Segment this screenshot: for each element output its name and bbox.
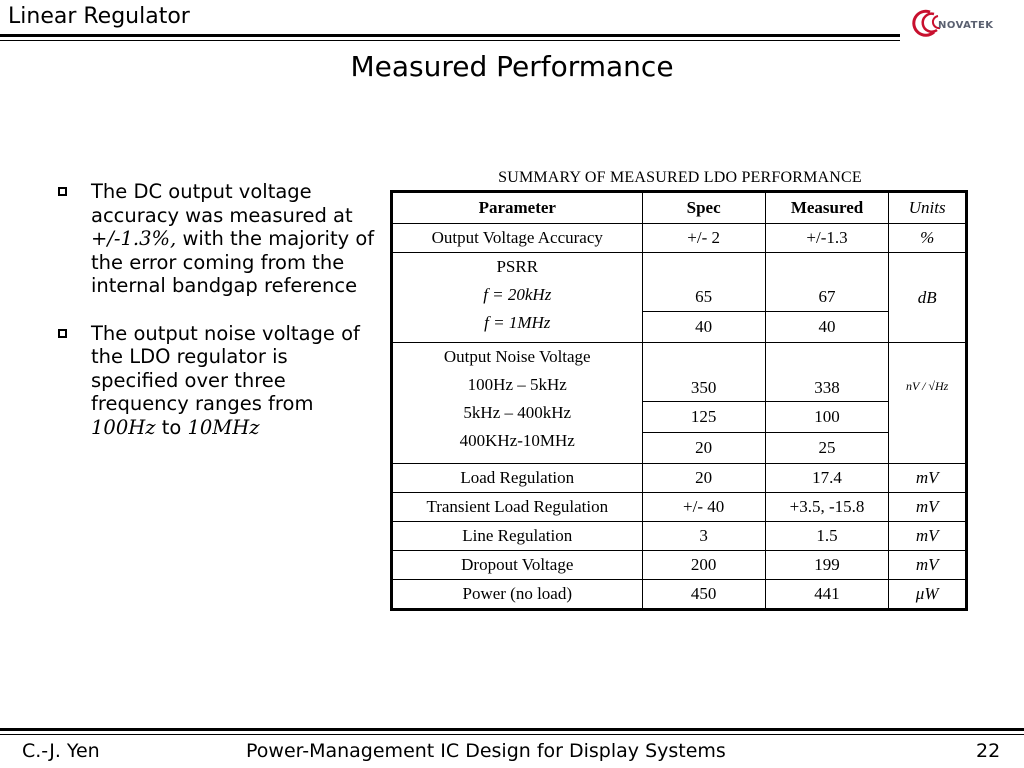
measured-cell (765, 253, 889, 343)
bullet-text: The DC output voltage accuracy was measured at (91, 180, 353, 227)
parameter-sub: 100Hz – 5kHz (467, 375, 567, 394)
footer-rule-thin (0, 734, 1024, 735)
bullet-text: with the majority of the error coming from the internal bandgap reference (91, 227, 375, 297)
units-value: nV / √Hz (905, 379, 949, 393)
table-row (392, 253, 967, 343)
header-rule (0, 34, 900, 37)
parameter-cell: Output Voltage Accuracy (392, 224, 643, 253)
spec-cell: 3 (642, 522, 765, 551)
bullet-item (55, 180, 375, 298)
parameter-cell (392, 343, 643, 464)
spec-cell: +/- 2 (642, 224, 765, 253)
units-cell: % (889, 224, 967, 253)
table-row (392, 551, 967, 580)
square-bullet-icon (58, 187, 67, 196)
units-cell: dB (889, 253, 967, 343)
spec-cell: 20 (642, 464, 765, 493)
table-row (392, 464, 967, 493)
parameter-cell: Power (no load) (392, 580, 643, 610)
parameter-cell (392, 253, 643, 343)
bullet-italic: +/-1.3%, (91, 227, 177, 250)
spec-cell: +/- 40 (642, 493, 765, 522)
spec-value: 125 (643, 401, 765, 432)
measured-cell: 199 (765, 551, 889, 580)
parameter-sub: f = 20kHz (483, 285, 552, 304)
square-bullet-icon (58, 329, 67, 338)
bullet-italic: 100Hz (91, 415, 156, 439)
column-header: Units (889, 192, 967, 224)
spec-cell: 450 (642, 580, 765, 610)
table-row (392, 580, 967, 610)
units-cell (889, 343, 967, 464)
parameter-sub: 5kHz – 400kHz (463, 403, 572, 422)
table-title: SUMMARY OF MEASURED LDO PERFORMANCE (498, 169, 862, 186)
measured-value: 40 (766, 311, 889, 342)
spec-value: 20 (643, 432, 765, 463)
footer-course: Power-Management IC Design for Display Systems (246, 740, 726, 762)
column-header: Spec (642, 192, 765, 224)
spec-value: 350 (690, 378, 717, 397)
table-row (392, 493, 967, 522)
table-row (392, 522, 967, 551)
header-title: Linear Regulator (8, 4, 190, 29)
measured-cell (765, 343, 889, 464)
slide-title: Measured Performance (350, 50, 674, 83)
table-row (392, 343, 967, 464)
units-cell: μW (889, 580, 967, 610)
table-header-row (392, 192, 967, 224)
bullet-text: to (155, 415, 188, 439)
parameter-label: PSRR (496, 257, 539, 276)
spec-cell: 200 (642, 551, 765, 580)
measured-value: 25 (766, 432, 889, 463)
logo-text: NOVATEK (938, 20, 994, 31)
parameter-label: Output Noise Voltage (443, 347, 591, 366)
measured-cell: 441 (765, 580, 889, 610)
bullet-italic: 10MHz (187, 415, 260, 439)
spec-cell (642, 343, 765, 464)
bullet-item (55, 322, 375, 440)
page-number: 22 (976, 740, 1001, 762)
column-header: Parameter (392, 192, 643, 224)
header-rule-thin (0, 40, 900, 41)
measured-cell: +/-1.3 (765, 224, 889, 253)
parameter-sub: 400KHz-10MHz (459, 431, 575, 450)
bullet-text: The output noise voltage of the LDO regulator is specified over three frequency ranges from (91, 321, 360, 415)
parameter-cell: Line Regulation (392, 522, 643, 551)
units-cell: mV (889, 522, 967, 551)
units-cell: mV (889, 493, 967, 522)
table-row (392, 224, 967, 253)
spec-value: 65 (695, 287, 713, 306)
measured-cell: 17.4 (765, 464, 889, 493)
parameter-cell: Dropout Voltage (392, 551, 643, 580)
parameter-sub: f = 1MHz (484, 313, 551, 332)
measured-cell: +3.5, -15.8 (765, 493, 889, 522)
measured-value: 338 (814, 378, 840, 397)
parameter-cell: Load Regulation (392, 464, 643, 493)
spec-value: 40 (643, 311, 765, 342)
measured-cell: 1.5 (765, 522, 889, 551)
footer-rule (0, 728, 1024, 731)
units-cell: mV (889, 551, 967, 580)
units-cell: mV (889, 464, 967, 493)
footer-author: C.-J. Yen (22, 740, 100, 762)
spec-cell (642, 253, 765, 343)
bullet-list (55, 180, 375, 463)
parameter-cell: Transient Load Regulation (392, 493, 643, 522)
measured-value: 100 (766, 401, 889, 432)
column-header: Measured (765, 192, 889, 224)
measured-value: 67 (818, 287, 836, 306)
performance-table (390, 190, 968, 611)
